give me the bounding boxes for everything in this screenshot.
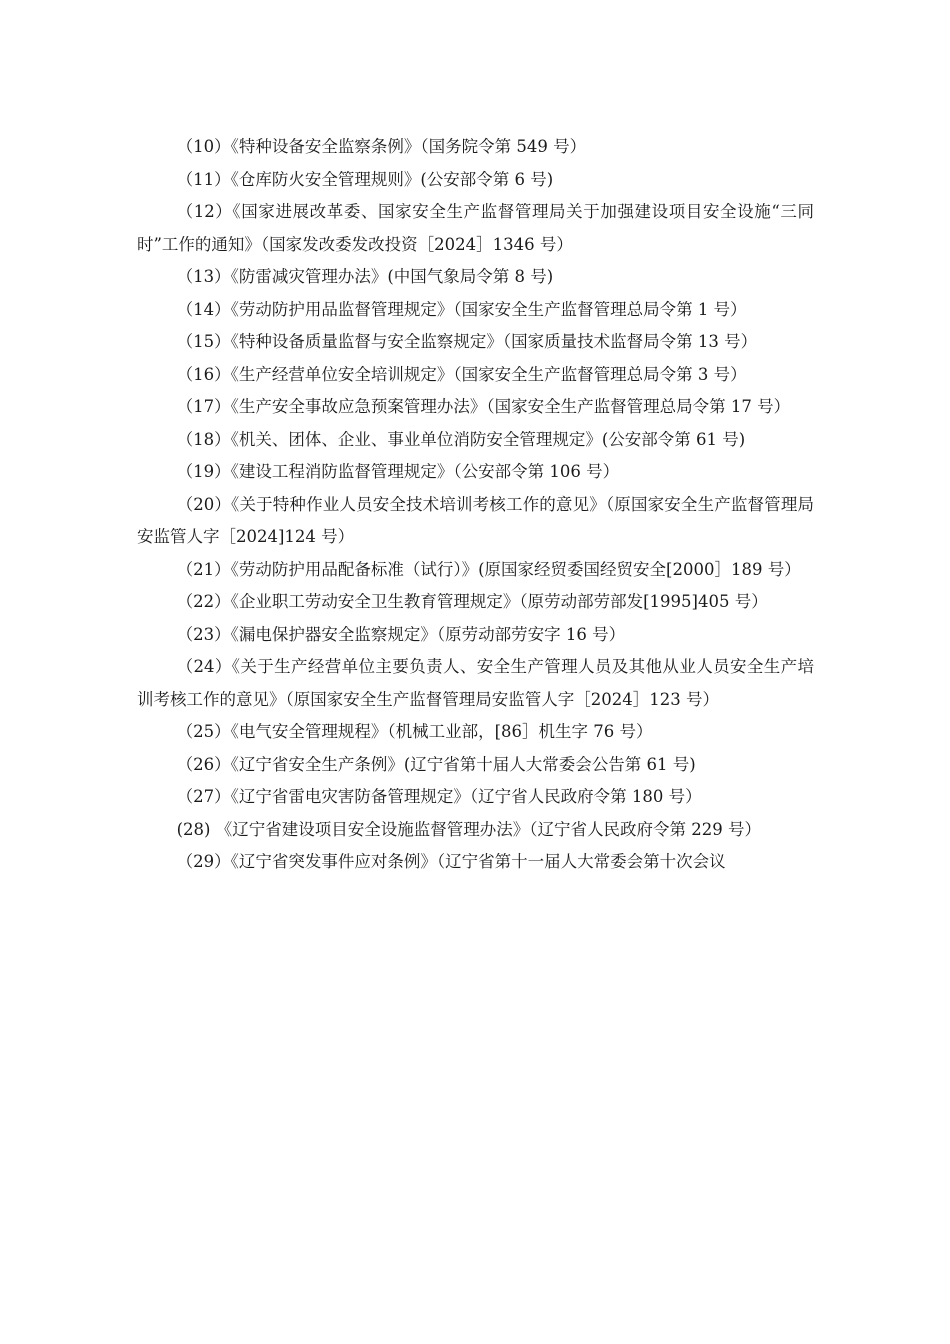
list-item: （27）《辽宁省雷电灾害防备管理规定》（辽宁省人民政府令第 180 号） <box>176 787 702 806</box>
list-item: （21）《劳动防护用品配备标准（试行）》(原国家经贸委国经贸安全[2000］189 号） <box>176 559 801 579</box>
list-item: (28) 《辽宁省建设项目安全设施监督管理办法》（辽宁省人民政府令第 229 号） <box>176 819 761 839</box>
list-item: （29）《辽宁省突发事件应对条例》（辽宁省第十一届人大常委会第十次会议 <box>176 852 726 871</box>
list-item: （12）《国家进展改革委、国家安全生产监督管理局关于加强建设项目安全设施“三同时”工作的通知》（国家发改委发改投资［2024］1346 号） <box>137 202 814 254</box>
list-item: （13）《防雷减灾管理办法》(中国气象局令第 8 号) <box>176 267 554 286</box>
list-item: （11）《仓库防火安全管理规则》(公安部令第 6 号) <box>176 169 554 189</box>
list-item: （26）《辽宁省安全生产条例》(辽宁省第十届人大常委会公告第 61 号) <box>176 754 696 774</box>
list-item: （14）《劳动防护用品监督管理规定》（国家安全生产监督管理总局令第 1 号） <box>176 299 747 319</box>
list-item: （19）《建设工程消防监督管理规定》（公安部令第 106 号） <box>176 462 620 481</box>
list-item: （24）《关于生产经营单位主要负责人、安全生产管理人员及其他从业人员安全生产培训考核工作的意见》（原国家安全生产监督管理局安监管人字［2024］123 号） <box>137 657 814 709</box>
document-body <box>137 131 814 879</box>
list-item: （23）《漏电保护器安全监察规定》（原劳动部劳安字 16 号） <box>176 624 626 644</box>
list-item: （22）《企业职工劳动安全卫生教育管理规定》（原劳动部劳部发[1995]405 号） <box>176 592 768 611</box>
list-item: （15）《特种设备质量监督与安全监察规定》（国家质量技术监督局令第 13 号） <box>176 332 758 351</box>
list-item: （18）《机关、团体、企业、事业单位消防安全管理规定》(公安部令第 61 号) <box>176 429 746 449</box>
list-item: （16）《生产经营单位安全培训规定》（国家安全生产监督管理总局令第 3 号） <box>176 364 747 384</box>
list-item: （20）《关于特种作业人员安全技术培训考核工作的意见》（原国家安全生产监督管理局安监管人字［2024]124 号） <box>137 494 814 546</box>
list-item: （25）《电气安全管理规程》（机械工业部，[86］机生字 76 号） <box>176 722 653 741</box>
list-item: （17）《生产安全事故应急预案管理办法》（国家安全生产监督管理总局令第 17 号） <box>176 397 791 416</box>
list-item: （10）《特种设备安全监察条例》（国务院令第 549 号） <box>176 137 587 156</box>
